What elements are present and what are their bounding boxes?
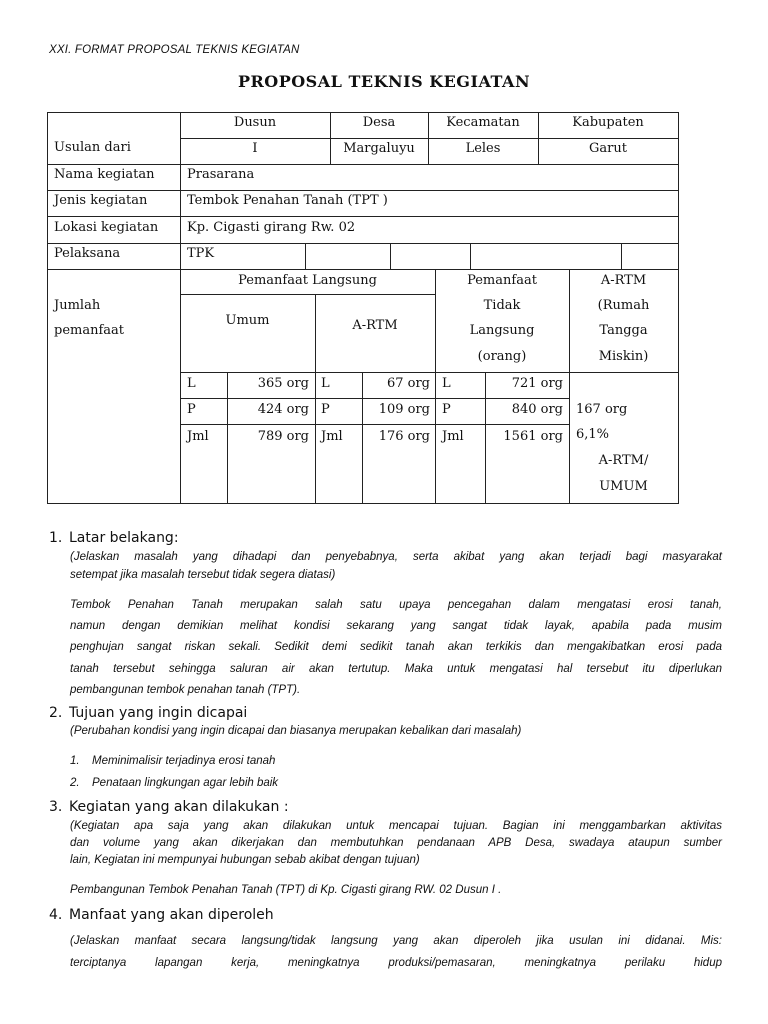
- section-3-title: Kegiatan yang akan dilakukan :: [69, 799, 289, 815]
- jenis-kegiatan-value: Tembok Penahan Tanah (TPT ): [187, 193, 388, 208]
- section-4-number: 4.: [49, 907, 63, 923]
- artm-l-key: L: [321, 376, 330, 391]
- tidak-langsung-line-1: Pemanfaat: [467, 273, 537, 288]
- umum-header: Umum: [225, 313, 270, 328]
- lokasi-kegiatan-value: Kp. Cigasti girang Rw. 02: [187, 220, 356, 235]
- section-1-number: 1.: [49, 530, 63, 546]
- section-1-title: Latar belakang:: [69, 530, 179, 546]
- dusun-header: Dusun: [233, 115, 277, 130]
- artm-rumah-line-2: (Rumah: [597, 298, 650, 313]
- document-title: PROPOSAL TEKNIS KEGIATAN: [237, 72, 531, 91]
- tidak-l-key: L: [442, 376, 451, 391]
- lokasi-kegiatan-label: Lokasi kegiatan: [54, 220, 159, 235]
- artm-jml-value: 176 org: [378, 429, 430, 444]
- section-1-hint-line-2: setempat jika masalah tersebut tidak segera diatasi): [70, 569, 336, 581]
- kecamatan-header: Kecamatan: [446, 115, 520, 130]
- artm-p-key: P: [321, 402, 330, 417]
- tidak-langsung-line-3: Langsung: [469, 323, 535, 338]
- kabupaten-header: Kabupaten: [572, 115, 644, 130]
- section-4-hint-line-1: (Jelaskan manfaat secara langsung/tidak langsung yang akan diperoleh jika usulan ini didanai. Mis:: [70, 935, 722, 947]
- section-1-para-line-2: namun dengan demikian melihat kondisi sekarang yang sangat tidak layak, apabila pada musim: [70, 620, 722, 632]
- pelaksana-label: Pelaksana: [54, 246, 121, 261]
- section-1-heading: [49, 530, 179, 546]
- section-2-number: 2.: [49, 705, 63, 721]
- section-2-hint: (Perubahan kondisi yang ingin dicapai dan biasanya merupakan kebalikan dari masalah): [70, 725, 522, 737]
- umum-jml-key: Jml: [187, 429, 209, 444]
- objective-item: [70, 755, 275, 767]
- section-3-hint-line-3: lain, Kegiatan ini mempunyai hubungan sebab akibat dengan tujuan): [70, 854, 420, 866]
- artm-rumah-line-1: A-RTM: [600, 273, 647, 288]
- jenis-kegiatan-label: Jenis kegiatan: [54, 193, 148, 208]
- artm-p-value: 109 org: [378, 402, 430, 417]
- artm-summary-ratio-1: A-RTM/: [598, 453, 649, 468]
- artm-header: A-RTM: [352, 318, 398, 333]
- umum-p-key: P: [187, 402, 196, 417]
- umum-p-value: 424 org: [257, 402, 309, 417]
- tidak-l-value: 721 org: [511, 376, 563, 391]
- section-1-hint-line-1: (Jelaskan masalah yang dihadapi dan penyebabnya, serta akibat yang akan terjadi bagi masyarakat: [70, 551, 722, 563]
- objective-text: Penataan lingkungan agar lebih baik: [92, 777, 279, 789]
- section-1-para-line-3: penghujan sangat riskan sekali. Sedikit demi sedikit tanah akan terkikis dan mengakibatkan erosi pada: [70, 641, 722, 653]
- section-4-title: Manfaat yang akan diperoleh: [69, 907, 274, 923]
- section-1-para-line-5: pembangunan tembok penahan tanah (TPT).: [70, 684, 301, 696]
- section-4-heading: [49, 907, 274, 923]
- section-label: XXI. FORMAT PROPOSAL TEKNIS KEGIATAN: [49, 44, 300, 56]
- section-2-title: Tujuan yang ingin dicapai: [69, 705, 248, 721]
- objective-text: Meminimalisir terjadinya erosi tanah: [92, 755, 276, 767]
- tidak-jml-value: 1561 org: [503, 429, 563, 444]
- tidak-jml-key: Jml: [442, 429, 464, 444]
- pelaksana-value: TPK: [187, 246, 215, 261]
- section-3-heading: [49, 799, 289, 815]
- pemanfaat-label: pemanfaat: [54, 323, 125, 338]
- artm-rumah-line-3: Tangga: [599, 323, 648, 338]
- section-3-activity-text: Pembangunan Tembok Penahan Tanah (TPT) di Kp. Cigasti girang RW. 02 Dusun I .: [70, 884, 502, 896]
- tidak-p-key: P: [442, 402, 451, 417]
- section-4-hint-line-2: terciptanya lapangan kerja, meningkatnya produksi/pemasaran, meningkatnya perilaku hidup: [70, 957, 722, 969]
- umum-l-value: 365 org: [257, 376, 309, 391]
- section-2-heading: [49, 705, 247, 721]
- artm-rumah-line-4: Miskin): [598, 349, 649, 364]
- section-3-hint-line-1: (Kegiatan apa saja yang akan dilakukan untuk mencapai tujuan. Bagian ini menggambarkan aktivitas: [70, 820, 722, 832]
- section-1-para-line-4: tanah tersebut sehingga saluran air akan tertutup. Maka untuk mengatasi hal tersebut itu diperlukan: [70, 663, 722, 675]
- artm-l-value: 67 org: [386, 376, 430, 391]
- objective-number: 2.: [70, 777, 80, 789]
- tidak-langsung-line-4: (orang): [477, 349, 527, 364]
- artm-summary-percent: 6,1%: [576, 427, 610, 442]
- umum-l-key: L: [187, 376, 196, 391]
- nama-kegiatan-label: Nama kegiatan: [54, 167, 155, 182]
- objective-item: [70, 777, 278, 789]
- objective-number: 1.: [70, 755, 80, 767]
- umum-jml-value: 789 org: [257, 429, 309, 444]
- section-3-hint-line-2: dan volume yang akan dikerjakan dan membutuhkan pendanaan APB Desa, swadaya ataupun sumber: [70, 837, 722, 849]
- artm-jml-key: Jml: [321, 429, 343, 444]
- tidak-langsung-line-2: Tidak: [483, 298, 521, 313]
- artm-summary-ratio-2: UMUM: [599, 479, 648, 494]
- section-3-number: 3.: [49, 799, 63, 815]
- desa-header: Desa: [362, 115, 396, 130]
- usulan-label: Usulan dari: [54, 140, 131, 155]
- kabupaten-value: Garut: [589, 141, 627, 156]
- jumlah-label: Jumlah: [54, 298, 101, 313]
- nama-kegiatan-value: Prasarana: [187, 167, 255, 182]
- section-1-para-line-1: Tembok Penahan Tanah merupakan salah satu upaya pencegahan dalam mengatasi erosi tanah,: [70, 599, 722, 611]
- kecamatan-value: Leles: [465, 141, 501, 156]
- dusun-value: I: [252, 141, 258, 156]
- tidak-p-value: 840 org: [511, 402, 563, 417]
- artm-summary-count: 167 org: [576, 402, 628, 417]
- desa-value: Margaluyu: [343, 141, 415, 156]
- pemanfaat-langsung-header: Pemanfaat Langsung: [238, 273, 377, 288]
